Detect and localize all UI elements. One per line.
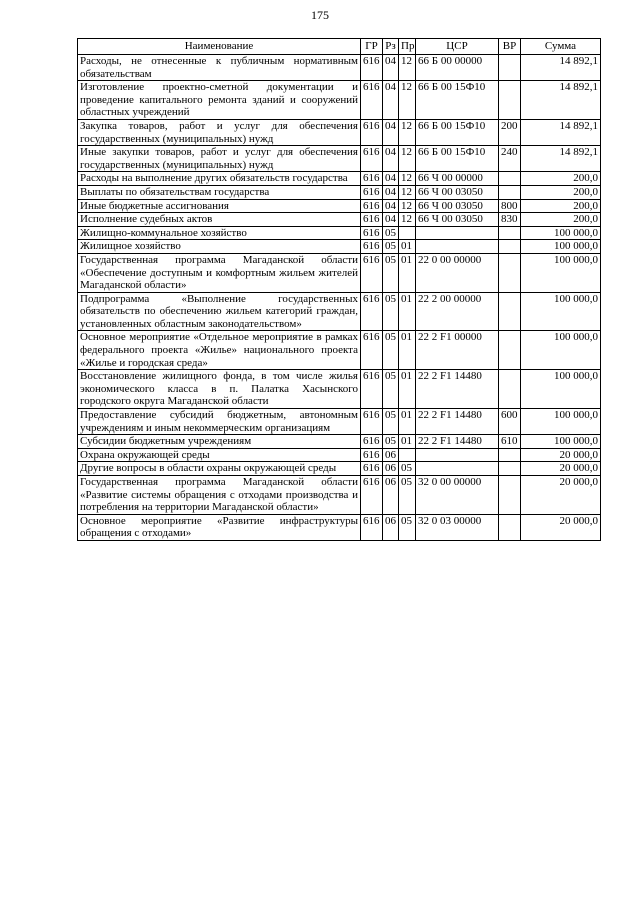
cell-csr (416, 448, 499, 462)
cell-sum: 100 000,0 (521, 435, 601, 449)
cell-rz: 04 (383, 172, 399, 186)
cell-vr (499, 253, 521, 292)
table-row (78, 370, 601, 409)
budget-table (77, 38, 601, 541)
cell-pr: 01 (399, 409, 416, 435)
header-name: Наименование (78, 39, 361, 55)
table-row (78, 448, 601, 462)
cell-sum: 20 000,0 (521, 462, 601, 476)
cell-vr: 200 (499, 119, 521, 145)
cell-pr: 12 (399, 81, 416, 120)
cell-vr: 610 (499, 435, 521, 449)
cell-name: Жилищное хозяйство (78, 240, 361, 254)
cell-rz: 04 (383, 81, 399, 120)
cell-rz: 04 (383, 119, 399, 145)
cell-rz: 05 (383, 253, 399, 292)
table-row (78, 119, 601, 145)
cell-rz: 06 (383, 514, 399, 540)
cell-name: Восстановление жилищного фонда, в том числе жилья экономического класса в п. Палатка Хасынского городского округа Магаданской области (78, 370, 361, 409)
cell-gr: 616 (361, 370, 383, 409)
cell-csr: 32 0 03 00000 (416, 514, 499, 540)
cell-vr (499, 55, 521, 81)
cell-name: Расходы, не отнесенные к публичным нормативным обязательствам (78, 55, 361, 81)
cell-pr: 12 (399, 119, 416, 145)
cell-rz: 06 (383, 448, 399, 462)
table-row (78, 226, 601, 240)
cell-sum: 14 892,1 (521, 119, 601, 145)
header-sum: Сумма (521, 39, 601, 55)
cell-gr: 616 (361, 185, 383, 199)
cell-vr: 830 (499, 213, 521, 227)
cell-sum: 20 000,0 (521, 514, 601, 540)
cell-sum: 100 000,0 (521, 240, 601, 254)
cell-gr: 616 (361, 476, 383, 515)
cell-pr: 05 (399, 476, 416, 515)
table-row (78, 331, 601, 370)
cell-pr: 12 (399, 55, 416, 81)
cell-csr: 32 0 00 00000 (416, 476, 499, 515)
table-row (78, 253, 601, 292)
header-gr: ГР (361, 39, 383, 55)
cell-gr: 616 (361, 435, 383, 449)
cell-name: Подпрограмма «Выполнение государственных обязательств по обеспечению жильем категорий граждан, установленных областным законодательством» (78, 292, 361, 331)
cell-csr: 66 Ч 00 03050 (416, 213, 499, 227)
cell-name: Охрана окружающей среды (78, 448, 361, 462)
cell-gr: 616 (361, 172, 383, 186)
cell-pr: 01 (399, 253, 416, 292)
cell-gr: 616 (361, 331, 383, 370)
cell-name: Закупка товаров, работ и услуг для обеспечения государственных (муниципальных) нужд (78, 119, 361, 145)
cell-sum: 100 000,0 (521, 226, 601, 240)
cell-rz: 04 (383, 213, 399, 227)
cell-name: Расходы на выполнение других обязательств государства (78, 172, 361, 186)
table-row (78, 292, 601, 331)
cell-sum: 100 000,0 (521, 331, 601, 370)
cell-pr: 01 (399, 331, 416, 370)
cell-pr: 12 (399, 213, 416, 227)
cell-csr: 22 0 00 00000 (416, 253, 499, 292)
cell-pr: 01 (399, 435, 416, 449)
cell-vr (499, 226, 521, 240)
cell-pr: 05 (399, 514, 416, 540)
cell-name: Другие вопросы в области охраны окружающей среды (78, 462, 361, 476)
table-row (78, 213, 601, 227)
cell-name: Основное мероприятие «Отдельное мероприятие в рамках федерального проекта «Жилье» национального проекта «Жилье и городская среда» (78, 331, 361, 370)
cell-vr (499, 172, 521, 186)
cell-sum: 14 892,1 (521, 146, 601, 172)
table-row (78, 240, 601, 254)
cell-csr: 66 Ч 00 03050 (416, 185, 499, 199)
table-row (78, 435, 601, 449)
cell-sum: 200,0 (521, 213, 601, 227)
cell-vr: 600 (499, 409, 521, 435)
cell-sum: 20 000,0 (521, 476, 601, 515)
cell-vr (499, 292, 521, 331)
cell-rz: 05 (383, 226, 399, 240)
cell-rz: 05 (383, 331, 399, 370)
cell-vr: 800 (499, 199, 521, 213)
cell-csr: 66 Ч 00 03050 (416, 199, 499, 213)
cell-rz: 06 (383, 476, 399, 515)
table-row (78, 185, 601, 199)
table-row (78, 199, 601, 213)
cell-csr: 66 Ч 00 00000 (416, 172, 499, 186)
cell-sum: 14 892,1 (521, 55, 601, 81)
cell-csr: 22 2 F1 14480 (416, 409, 499, 435)
header-pr: Пр (399, 39, 416, 55)
cell-gr: 616 (361, 292, 383, 331)
table-row (78, 462, 601, 476)
cell-vr (499, 514, 521, 540)
table-row (78, 476, 601, 515)
cell-rz: 05 (383, 370, 399, 409)
cell-sum: 20 000,0 (521, 448, 601, 462)
cell-gr: 616 (361, 55, 383, 81)
cell-gr: 616 (361, 199, 383, 213)
table-row (78, 172, 601, 186)
cell-gr: 616 (361, 119, 383, 145)
cell-gr: 616 (361, 448, 383, 462)
cell-csr (416, 240, 499, 254)
cell-gr: 616 (361, 514, 383, 540)
cell-pr: 01 (399, 240, 416, 254)
cell-sum: 200,0 (521, 172, 601, 186)
cell-name: Выплаты по обязательствам государства (78, 185, 361, 199)
cell-pr: 12 (399, 146, 416, 172)
cell-csr: 66 Б 00 15Ф10 (416, 119, 499, 145)
table-row (78, 514, 601, 540)
cell-name: Изготовление проектно-сметной документации и проведение капитального ремонта зданий и сооружений областных учреждений (78, 81, 361, 120)
cell-rz: 04 (383, 146, 399, 172)
cell-gr: 616 (361, 81, 383, 120)
cell-rz: 04 (383, 185, 399, 199)
header-vr: ВР (499, 39, 521, 55)
cell-name: Предоставление субсидий бюджетным, автономным учреждениям и иным некоммерческим организациям (78, 409, 361, 435)
cell-pr: 01 (399, 292, 416, 331)
cell-vr (499, 331, 521, 370)
cell-rz: 04 (383, 199, 399, 213)
cell-csr: 22 2 00 00000 (416, 292, 499, 331)
cell-name: Иные закупки товаров, работ и услуг для обеспечения государственных (муниципальных) нужд (78, 146, 361, 172)
table-header-row (78, 39, 601, 55)
cell-csr: 22 2 F1 00000 (416, 331, 499, 370)
cell-pr: 12 (399, 185, 416, 199)
cell-pr: 05 (399, 462, 416, 476)
cell-name: Государственная программа Магаданской области «Обеспечение доступным и комфортным жильем жителей Магаданской области» (78, 253, 361, 292)
cell-sum: 200,0 (521, 199, 601, 213)
cell-gr: 616 (361, 409, 383, 435)
cell-pr (399, 226, 416, 240)
cell-gr: 616 (361, 213, 383, 227)
cell-rz: 06 (383, 462, 399, 476)
cell-csr (416, 226, 499, 240)
cell-csr: 22 2 F1 14480 (416, 370, 499, 409)
cell-gr: 616 (361, 462, 383, 476)
table-row (78, 146, 601, 172)
cell-rz: 05 (383, 435, 399, 449)
table-row (78, 55, 601, 81)
cell-name: Государственная программа Магаданской области «Развитие системы обращения с отходами производства и потребления на территории Магаданской области» (78, 476, 361, 515)
cell-vr (499, 370, 521, 409)
table-row (78, 81, 601, 120)
cell-pr: 12 (399, 199, 416, 213)
cell-csr: 66 Б 00 15Ф10 (416, 146, 499, 172)
cell-pr: 01 (399, 370, 416, 409)
cell-vr (499, 81, 521, 120)
cell-vr (499, 240, 521, 254)
cell-csr: 66 Б 00 15Ф10 (416, 81, 499, 120)
cell-rz: 05 (383, 240, 399, 254)
cell-gr: 616 (361, 240, 383, 254)
header-csr: ЦСР (416, 39, 499, 55)
cell-name: Исполнение судебных актов (78, 213, 361, 227)
cell-pr (399, 448, 416, 462)
cell-sum: 200,0 (521, 185, 601, 199)
cell-csr (416, 462, 499, 476)
cell-pr: 12 (399, 172, 416, 186)
cell-sum: 100 000,0 (521, 370, 601, 409)
cell-name: Субсидии бюджетным учреждениям (78, 435, 361, 449)
table-body (78, 55, 601, 541)
cell-vr: 240 (499, 146, 521, 172)
table-row (78, 409, 601, 435)
cell-name: Иные бюджетные ассигнования (78, 199, 361, 213)
cell-gr: 616 (361, 253, 383, 292)
cell-name: Основное мероприятие «Развитие инфраструктуры обращения с отходами» (78, 514, 361, 540)
page-number: 175 (311, 8, 329, 22)
cell-sum: 14 892,1 (521, 81, 601, 120)
cell-csr: 66 Б 00 00000 (416, 55, 499, 81)
cell-rz: 05 (383, 292, 399, 331)
cell-name: Жилищно-коммунальное хозяйство (78, 226, 361, 240)
cell-vr (499, 185, 521, 199)
cell-sum: 100 000,0 (521, 409, 601, 435)
cell-csr: 22 2 F1 14480 (416, 435, 499, 449)
cell-rz: 04 (383, 55, 399, 81)
header-rz: Рз (383, 39, 399, 55)
cell-sum: 100 000,0 (521, 253, 601, 292)
cell-rz: 05 (383, 409, 399, 435)
cell-vr (499, 462, 521, 476)
cell-gr: 616 (361, 226, 383, 240)
cell-sum: 100 000,0 (521, 292, 601, 331)
cell-vr (499, 448, 521, 462)
cell-vr (499, 476, 521, 515)
cell-gr: 616 (361, 146, 383, 172)
